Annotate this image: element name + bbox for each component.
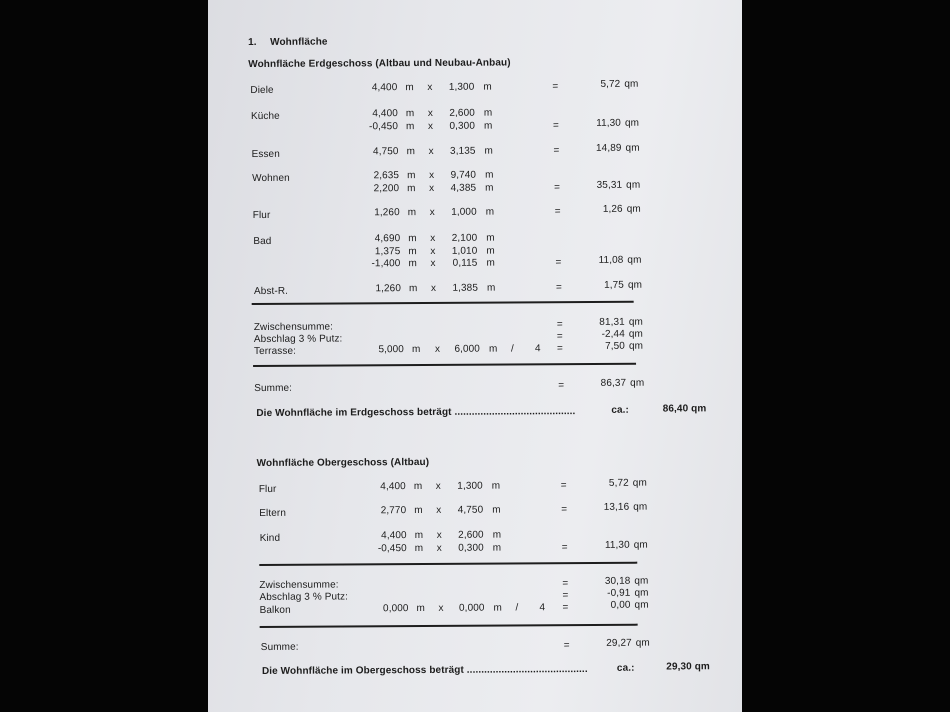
upper-floor-sum-divider: [260, 624, 638, 628]
ground-floor-unit-m: m: [488, 343, 498, 355]
ground-floor-factor-a: 1,375: [374, 245, 401, 257]
ground-floor-equals-sign: =: [552, 81, 559, 93]
upper-floor-unit-m: m: [414, 504, 423, 517]
upper-floor-times-sign: x: [436, 529, 442, 541]
ground-floor-room-name: Wohnen: [252, 172, 290, 185]
ground-floor-title: Wohnfläche Erdgeschoss (Altbau und Neubau-Anbau): [248, 57, 511, 71]
ground-floor-unit-m: m: [485, 182, 494, 194]
section-title: Wohnfläche: [270, 36, 328, 48]
upper-floor-equals-sign: =: [563, 640, 570, 652]
ground-floor-divide-sign: /: [510, 343, 514, 355]
ground-floor-unit-m: m: [407, 207, 417, 219]
ground-floor-unit-m: m: [486, 282, 496, 294]
ground-floor-times-sign: x: [430, 245, 436, 257]
upper-floor-factor-b: 4,750: [457, 504, 484, 516]
ground-floor-unit-m: m: [483, 107, 493, 119]
upper-floor-equals-sign: =: [562, 602, 569, 614]
ground-floor-equals-sign: =: [554, 181, 561, 193]
upper-floor-times-sign: x: [438, 602, 444, 614]
ground-floor-factor-b: 2,600: [449, 107, 475, 119]
upper-floor-factor-a: 2,770: [380, 505, 407, 517]
ground-floor-unit-m: m: [411, 344, 421, 356]
upper-floor-unit-m: m: [492, 529, 502, 541]
ground-floor-extra-divisor: 4: [534, 343, 541, 355]
upper-floor-sum-label: Summe:: [260, 641, 299, 653]
ground-floor-factor-a: 4,690: [374, 233, 401, 245]
ground-floor-times-sign: x: [428, 145, 434, 157]
ground-floor-equals-sign: =: [555, 257, 562, 269]
upper-floor-deduction-value: -0,91: [607, 587, 631, 599]
ground-floor-qm-unit: qm: [627, 279, 643, 291]
ground-floor-factor-a: -0,450: [368, 120, 399, 132]
ground-floor-factor-b: 2,100: [451, 232, 478, 244]
ground-floor-deduction-label: Abschlag 3 % Putz:: [253, 333, 343, 346]
ground-floor-factor-a: -1,400: [371, 258, 401, 270]
ground-floor-unit-m: m: [483, 81, 492, 93]
ground-floor-unit-m: m: [405, 120, 415, 132]
ground-floor-equals-sign: =: [554, 206, 561, 218]
ground-floor-room-name: Küche: [250, 110, 280, 123]
ground-floor-unit-m: m: [485, 206, 495, 218]
upper-floor-room-name: Eltern: [259, 507, 287, 519]
document-page: [208, 0, 742, 712]
upper-floor-qm-unit: qm: [632, 477, 647, 489]
upper-floor-equals-sign: =: [560, 480, 567, 492]
ground-floor-times-sign: x: [429, 182, 435, 194]
upper-floor-extra-a: 0,000: [382, 603, 409, 615]
section-number: 1.: [248, 37, 257, 49]
upper-floor-equals-sign: =: [562, 590, 569, 602]
ground-floor-factor-b: 0,115: [452, 257, 478, 269]
ground-floor-factor-b: 3,135: [449, 145, 476, 157]
ground-floor-qm-unit: qm: [626, 203, 641, 215]
ground-floor-qm-unit: qm: [630, 377, 645, 389]
ground-floor-room-name: Diele: [250, 84, 274, 97]
ground-floor-sum-value: 86,37: [600, 377, 627, 389]
ground-floor-qm-unit: qm: [628, 328, 643, 340]
ground-floor-equals-sign: =: [555, 282, 562, 294]
ground-floor-factor-b: 1,000: [451, 206, 477, 218]
ground-floor-unit-m: m: [408, 233, 417, 245]
ground-floor-extra-label: Terrasse:: [253, 345, 297, 358]
upper-floor-unit-m: m: [492, 504, 501, 516]
ground-floor-factor-b: 1,300: [448, 81, 475, 93]
ground-floor-room-result: 1,26: [602, 203, 623, 215]
ground-floor-room-result: 35,31: [596, 179, 623, 191]
ground-floor-factor-b: 4,385: [450, 182, 477, 194]
upper-floor-unit-m: m: [492, 542, 502, 554]
upper-floor-qm-unit: qm: [635, 637, 650, 649]
ground-floor-times-sign: x: [434, 343, 441, 355]
ground-floor-room-result: 11,08: [598, 254, 624, 266]
upper-floor-title: Wohnfläche Obergeschoss (Altbau): [256, 456, 430, 470]
upper-floor-equals-sign: =: [561, 541, 568, 553]
upper-floor-room-name: Kind: [259, 532, 281, 544]
ground-floor-room-name: Essen: [251, 148, 280, 161]
upper-floor-factor-a: 4,400: [381, 530, 407, 542]
ground-floor-factor-a: 4,750: [372, 146, 399, 158]
ground-floor-times-sign: x: [427, 81, 433, 93]
upper-floor-extra-b: 0,000: [458, 602, 485, 614]
upper-floor-divider: [259, 562, 637, 566]
ground-floor-qm-unit: qm: [627, 254, 642, 266]
ground-floor-equals-sign: =: [556, 319, 563, 331]
upper-floor-unit-m: m: [413, 480, 423, 493]
upper-floor-equals-sign: =: [562, 578, 569, 590]
upper-floor-room-result: 11,30: [604, 539, 630, 551]
ground-floor-equals-sign: =: [556, 343, 563, 355]
upper-floor-qm-unit: qm: [633, 501, 648, 513]
upper-floor-extra-divisor: 4: [539, 602, 546, 614]
ground-floor-extra-b: 6,000: [454, 343, 480, 355]
upper-floor-unit-m: m: [416, 602, 426, 615]
ground-floor-unit-m: m: [483, 120, 493, 132]
ground-floor-unit-m: m: [486, 245, 495, 257]
ground-floor-factor-b: 1,010: [451, 245, 478, 257]
calculation-sheet: [208, 0, 742, 712]
upper-floor-times-sign: x: [436, 542, 442, 554]
ground-floor-final-text: Die Wohnfläche im Erdgeschoss beträgt ..........................................: [256, 406, 576, 420]
ground-floor-qm-unit: qm: [625, 142, 640, 154]
ground-floor-factor-a: 2,200: [373, 182, 400, 194]
ground-floor-unit-m: m: [484, 145, 494, 157]
ground-floor-unit-m: m: [408, 283, 418, 295]
ground-floor-extra-a: 5,000: [378, 344, 404, 356]
ground-floor-factor-a: 1,260: [375, 283, 402, 295]
ground-floor-factor-b: 9,740: [450, 169, 477, 181]
ground-floor-factor-a: 4,400: [372, 108, 398, 120]
ground-floor-room-name: Abst-R.: [253, 285, 289, 298]
ground-floor-qm-unit: qm: [628, 316, 643, 328]
ground-floor-unit-m: m: [408, 245, 417, 257]
upper-floor-deduction-label: Abschlag 3 % Putz:: [259, 591, 349, 603]
ground-floor-unit-m: m: [405, 82, 414, 94]
ground-floor-final-value: 86,40 qm: [662, 403, 707, 415]
upper-floor-factor-b: 2,600: [458, 529, 484, 541]
ground-floor-subtotal-value: 81,31: [599, 316, 625, 328]
ground-floor-times-sign: x: [430, 257, 436, 269]
ground-floor-divider: [252, 301, 634, 305]
upper-floor-times-sign: x: [435, 480, 441, 492]
upper-floor-unit-m: m: [414, 529, 424, 542]
upper-floor-subtotal-label: Zwischensumme:: [259, 579, 339, 591]
upper-floor-unit-m: m: [493, 602, 503, 614]
upper-floor-extra-label: Balkon: [259, 604, 291, 616]
ground-floor-equals-sign: =: [553, 145, 560, 157]
ground-floor-equals-sign: =: [552, 119, 559, 131]
ground-floor-unit-m: m: [408, 258, 417, 270]
ground-floor-room-result: 11,30: [596, 117, 622, 129]
upper-floor-factor-b: 0,300: [458, 542, 484, 554]
upper-floor-final-ca: ca.:: [616, 662, 635, 674]
upper-floor-qm-unit: qm: [634, 599, 649, 611]
ground-floor-subtotal-label: Zwischensumme:: [253, 321, 334, 334]
ground-floor-times-sign: x: [429, 169, 435, 181]
upper-floor-subtotal-value: 30,18: [604, 575, 631, 587]
ground-floor-room-name: Bad: [253, 235, 272, 248]
upper-floor-room-result: 13,16: [603, 501, 630, 513]
ground-floor-unit-m: m: [406, 146, 416, 158]
upper-floor-qm-unit: qm: [634, 587, 649, 599]
ground-floor-times-sign: x: [430, 232, 436, 244]
ground-floor-unit-m: m: [407, 170, 416, 182]
ground-floor-deduction-value: -2,44: [601, 328, 625, 340]
ground-floor-final-ca: ca.:: [611, 404, 630, 416]
ground-floor-extra-value: 7,50: [605, 340, 625, 352]
upper-floor-room-name: Flur: [258, 483, 277, 495]
upper-floor-equals-sign: =: [561, 504, 568, 516]
ground-floor-unit-m: m: [486, 232, 495, 244]
upper-floor-unit-m: m: [491, 480, 501, 492]
ground-floor-room-result: 1,75: [604, 279, 624, 291]
upper-floor-factor-a: -0,450: [377, 542, 407, 554]
ground-floor-times-sign: x: [427, 120, 434, 132]
upper-floor-factor-a: 4,400: [380, 481, 406, 493]
ground-floor-qm-unit: qm: [626, 179, 641, 191]
ground-floor-factor-a: 2,635: [373, 170, 400, 182]
ground-floor-times-sign: x: [429, 206, 435, 218]
upper-floor-extra-value: 0,00: [610, 599, 631, 611]
upper-floor-divide-sign: /: [515, 602, 519, 614]
ground-floor-unit-m: m: [486, 257, 495, 269]
ground-floor-qm-unit: qm: [628, 340, 644, 352]
ground-floor-equals-sign: =: [558, 380, 565, 392]
ground-floor-unit-m: m: [405, 108, 415, 120]
ground-floor-room-result: 5,72: [600, 78, 621, 90]
ground-floor-times-sign: x: [430, 282, 437, 294]
upper-floor-qm-unit: qm: [633, 539, 648, 551]
upper-floor-room-result: 5,72: [608, 477, 629, 489]
upper-floor-factor-b: 1,300: [457, 480, 483, 492]
ground-floor-times-sign: x: [427, 107, 434, 119]
ground-floor-unit-m: m: [407, 182, 416, 194]
ground-floor-equals-sign: =: [556, 331, 563, 343]
ground-floor-qm-unit: qm: [624, 78, 639, 90]
ground-floor-unit-m: m: [485, 169, 494, 181]
ground-floor-factor-b: 0,300: [449, 120, 476, 132]
ground-floor-sum-label: Summe:: [254, 382, 293, 395]
upper-floor-final-text: Die Wohnfläche im Obergeschoss beträgt ..........................................: [261, 663, 588, 677]
upper-floor-qm-unit: qm: [634, 575, 649, 587]
ground-floor-qm-unit: qm: [624, 117, 640, 129]
upper-floor-final-value: 29,30 qm: [666, 661, 710, 673]
ground-floor-factor-b: 1,385: [452, 282, 479, 294]
ground-floor-room-result: 14,89: [595, 142, 622, 154]
upper-floor-sum-value: 29,27: [606, 637, 632, 649]
ground-floor-factor-a: 4,400: [371, 82, 398, 94]
ground-floor-room-name: Flur: [252, 209, 271, 222]
upper-floor-times-sign: x: [436, 504, 442, 516]
ground-floor-sum-divider: [253, 363, 636, 367]
upper-floor-unit-m: m: [414, 542, 424, 554]
ground-floor-factor-a: 1,260: [374, 207, 400, 219]
